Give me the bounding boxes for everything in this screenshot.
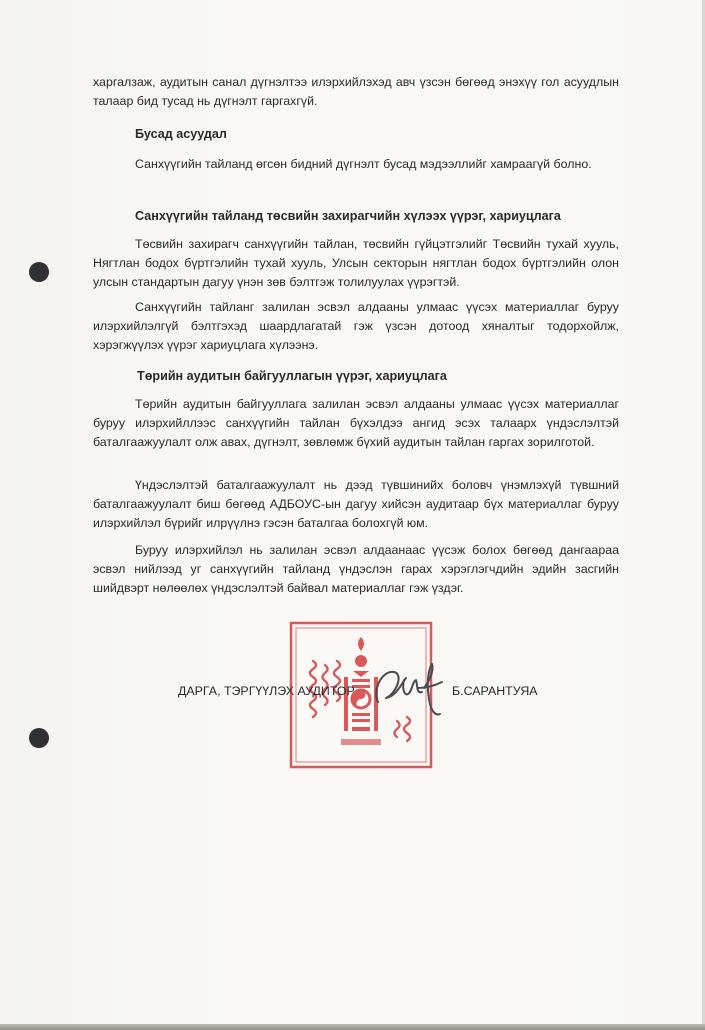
paragraph-audit-3: Буруу илэрхийлэл нь залилан эсвэл алдаанаас үүсэж болох бөгөөд дангаараа эсвэл нийлээд уг санхүүгийн тайланд үндэслэн гарах хэрэглэгчдийн эдийн засгийн шийдвэрт нөлөөлөх үндэслэлтэй байвал материаллаг гэж үздэг. xyxy=(93,543,619,595)
signature-icon xyxy=(368,658,454,716)
paragraph-audit-1: Төрийн аудитын байгууллага залилан эсвэл алдааны улмаас үүсэх материаллаг буруу илэрхийллээс санхүүгийн тайлан бүхэлдээ ангид эсэх талаарх үндэслэлтэй баталгаажуулалт олж авах, дүгнэлт, зөвлөмж бүхий аудитын тайлан гаргах зорилготой. xyxy=(93,397,619,449)
paragraph-management-2: Санхүүгийн тайланг залилан эсвэл алдааны улмаас үүсэх материаллаг буруу илэрхийлэлгүй бэлтгэхэд шаардлагатай гэж үзсэн дотоод хяналтыг тодорхойлж, хэрэгжүүлэх үүрэг хариуцлага хүлээнэ. xyxy=(93,300,619,352)
signatory-title: ДАРГА, ТЭРГҮҮЛЭХ АУДИТОР xyxy=(178,684,355,698)
punch-hole-bottom xyxy=(29,728,49,748)
heading-other-matters: Бусад асуудал xyxy=(135,127,227,141)
page-bottom-edge xyxy=(0,1024,705,1030)
paragraph-audit-2: Үндэслэлтэй баталгаажуулалт нь дээд түвшинийх боловч үнэмлэхүй түвшний баталгаажуулалт биш бөгөөд АДБОУС-ын дагуу хийсэн аудитаар бүх материаллаг буруу илэрхийлэл бүрийг илрүүлнэ гэсэн баталгаа болохгүй юм. xyxy=(93,478,619,530)
paragraph-management-1: Төсвийн захирагч санхүүгийн тайлан, төсвийн гүйцэтгэлийг Төсвийн тухай хууль, Нягтлан бодох бүртгэлийн тухай хууль, Улсын секторын нягтлан бодох бүртгэлийн олон улсын стандартын дагуу үнэн зөв бэлтгэж толилуулах үүрэгтэй. xyxy=(93,237,619,289)
heading-management-responsibility: Санхүүгийн тайланд төсвийн захирагчийн хүлээх үүрэг, хариуцлага xyxy=(135,209,561,223)
punch-hole-top xyxy=(29,262,49,282)
paragraph-other-matters: Санхүүгийн тайланд өгсөн бидний дүгнэлт бусад мэдээллийг хамраагүй болно. xyxy=(135,157,592,171)
heading-audit-responsibility: Төрийн аудитын байгууллагын үүрэг, хариуцлага xyxy=(137,369,447,383)
signatory-name: Б.САРАНТУЯА xyxy=(452,684,538,698)
paragraph-continuation: харгалзаж, аудитын санал дүгнэлтээ илэрхийлэхэд авч үзсэн бөгөөд энэхүү гол асуудлын талаар бид тусад нь дүгнэлт гаргахгүй. xyxy=(93,75,619,108)
